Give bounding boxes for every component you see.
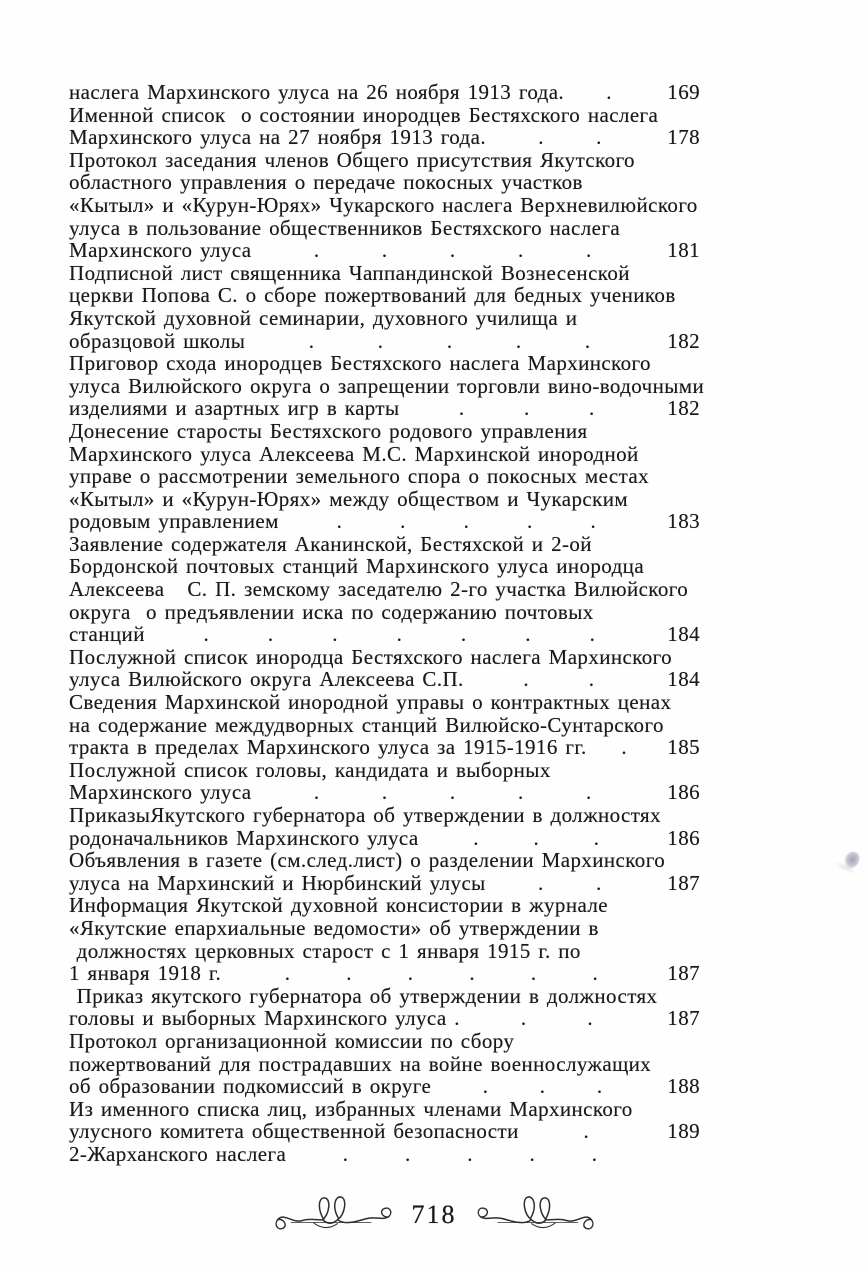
toc-entry-line (69, 352, 713, 375)
leader-dot: . (533, 826, 540, 850)
leader-dot: . (520, 1007, 527, 1030)
dot-leader (486, 126, 654, 149)
toc-entry-text: образцовой школы (69, 328, 246, 353)
toc-entry-text: на содержание междудворных станций Вилюйско-Сунтарского (69, 712, 664, 737)
dot-leader (594, 736, 654, 759)
dot-leader (400, 397, 654, 420)
toc-entry-line (69, 533, 713, 556)
toc-entry-line (69, 623, 713, 646)
toc-entry-text: Донесение старосты Бестяхского родового управления (69, 418, 588, 443)
toc-entry-line (69, 1120, 713, 1143)
toc-entry-line (69, 443, 713, 466)
toc-entry-text: Сведения Мархинской инородной управы о контрактных ценах (69, 690, 672, 715)
toc-entry-line (69, 397, 713, 420)
leader-dot: . (583, 1120, 590, 1143)
toc-entry-text: Информация Якутской духовной консистории в журнале (69, 893, 608, 918)
toc-page-number: 183 (667, 509, 700, 534)
toc-entry-text: Заявление содержателя Аканинской, Бестяхской и 2-ой (69, 531, 592, 556)
toc-entry-line (69, 985, 713, 1008)
toc-entry-line (69, 149, 713, 172)
toc-entry-text: областного управления о передаче покосных участков (69, 170, 583, 195)
leader-dot: . (606, 81, 612, 104)
leader-dot: . (460, 623, 467, 646)
toc-entry-text: Подписной лист священника Чаппандинской Вознесенской (69, 260, 630, 285)
toc-entry-line (69, 759, 713, 782)
dot-leader (279, 510, 654, 533)
ink-smudge (841, 849, 862, 872)
toc-entry-line (69, 940, 713, 963)
leader-dot: . (458, 397, 465, 420)
toc-entry-line (69, 849, 713, 872)
toc-entry-line (69, 962, 713, 985)
leader-dot: . (313, 781, 320, 804)
toc-entry-text: Объявления в газете (см.след.лист) о разделении Мархинского (69, 848, 666, 873)
toc-entry-line (69, 668, 713, 691)
toc-entry-line (69, 420, 713, 443)
leader-dot: . (400, 510, 406, 533)
toc-page-number: 189 (667, 1119, 700, 1144)
leader-dot: . (589, 623, 596, 646)
toc-entry-line (69, 1143, 713, 1166)
dot-leader (464, 668, 654, 691)
leader-dot: . (523, 668, 530, 692)
toc-entry-line (69, 555, 713, 578)
toc-page-number: 187 (667, 961, 700, 986)
leader-dot: . (527, 510, 533, 533)
leader-dot: . (588, 668, 595, 692)
leader-dot: . (538, 871, 544, 895)
toc-entry-line (69, 601, 713, 624)
leader-dot: . (596, 1075, 603, 1098)
leader-dot: . (267, 623, 274, 646)
toc-page-number: 169 (667, 80, 700, 104)
toc-page-number: 184 (667, 622, 700, 647)
toc-entry-text: Приказ якутского губернатора об утверждении в должностях (69, 983, 658, 1008)
footer-page-number: 718 (411, 1200, 457, 1229)
toc-entry-line (69, 1053, 713, 1076)
dot-leader (519, 1120, 654, 1143)
toc-entry-text: улуса Вилюйского округа Алексеева С.П. (69, 667, 464, 692)
toc-entry-text: Именной список о состоянии инородцев Бестяхского наслега (69, 102, 659, 127)
dot-leader (245, 330, 654, 353)
leader-dot: . (342, 1142, 349, 1166)
toc-entry-line (69, 510, 713, 533)
leader-dot: . (621, 736, 627, 759)
leader-dot: . (591, 1142, 598, 1166)
leader-dot: . (446, 329, 453, 353)
toc-entry-text: Мархинского улуса на 27 ноября 1913 года. (69, 125, 487, 150)
toc-entry-text: изделиями и азартных игр в карты (69, 396, 400, 421)
toc-entry-text: Якутской духовной семинарии, духовного училища и (69, 305, 578, 330)
toc-entry-text: Мархинского улуса (69, 780, 252, 805)
toc-entry-line (69, 284, 713, 307)
toc-entry-text: об образовании подкомиссий в округе (69, 1074, 432, 1099)
leader-dot: . (346, 962, 352, 985)
toc-entry-line (69, 714, 713, 737)
dot-leader (229, 962, 654, 985)
toc-entry-text: Приговор схода инородцев Бестяхского наслега Мархинского (69, 351, 651, 376)
toc-entry-line (69, 691, 713, 714)
table-of-contents (69, 81, 713, 1166)
leader-dot: . (588, 397, 595, 420)
leader-dot: . (381, 781, 388, 804)
leader-dot: . (585, 781, 592, 804)
toc-entry-text: 1 января 1918 г. (69, 961, 229, 986)
dot-leader (252, 781, 654, 804)
toc-page-number: 184 (667, 667, 700, 692)
leader-dot: . (515, 329, 522, 353)
toc-entry-text: «Кытыл» и «Курун-Юрях» между обществом и Чукарским (69, 486, 629, 511)
toc-page-number: 178 (667, 125, 700, 150)
leader-dot: . (525, 623, 531, 646)
toc-entry-line (69, 1030, 713, 1053)
toc-entry-line (69, 1098, 713, 1121)
toc-page-number: 185 (667, 735, 700, 760)
toc-entry-text: Послужной список инородца Бестяхского наслега Мархинского (69, 644, 673, 669)
leader-dot: . (523, 397, 530, 420)
toc-entry-text: Бордонской почтовых станций Мархинского улуса инородца (69, 554, 645, 579)
toc-entry-line (69, 465, 713, 488)
toc-entry-text: наслега Мархинского улуса на 26 ноября 1913 года. (69, 80, 565, 104)
toc-entry-text: Послужной список головы, кандидата и выборных (69, 757, 551, 782)
leader-dot: . (592, 962, 599, 985)
leader-dot: . (308, 329, 315, 353)
leader-dot: . (381, 239, 388, 262)
toc-entry-text: улуса в пользование общественников Бестяхского наслега (69, 215, 621, 240)
leader-dot: . (284, 962, 291, 985)
toc-entry-line (69, 827, 713, 850)
dot-leader (486, 872, 654, 895)
leader-dot: . (313, 239, 320, 262)
leader-dot: . (396, 623, 403, 646)
leader-dot: . (473, 826, 479, 850)
leader-dot: . (538, 126, 544, 149)
toc-entry-line (69, 917, 713, 940)
leader-dot: . (449, 239, 456, 262)
leader-dot: . (587, 1007, 594, 1030)
toc-page-number: 182 (667, 328, 700, 353)
toc-entry-line (69, 81, 713, 104)
toc-entry-text: улусного комитета общественной безопасности (69, 1119, 519, 1144)
toc-entry-line (69, 239, 713, 262)
leader-dot: . (469, 962, 475, 985)
leader-dot: . (377, 329, 384, 353)
toc-entry-line (69, 307, 713, 330)
toc-entry-line (69, 736, 713, 759)
toc-entry-line (69, 262, 713, 285)
toc-page-number: 187 (667, 1006, 700, 1031)
leader-dot: . (530, 962, 537, 985)
calligraphic-flourish-right-icon (475, 1190, 597, 1240)
leader-dot: . (463, 510, 470, 533)
toc-page-number: 181 (667, 238, 700, 263)
leader-dot: . (529, 1142, 536, 1166)
toc-entry-text: ПриказыЯкутского губернатора об утверждении в должностях (69, 803, 662, 827)
toc-entry-text: улуса Вилюйского округа о запрещении торговли вино-водочными (69, 373, 705, 398)
leader-dot: . (482, 1075, 489, 1098)
toc-entry-text: «Кытыл» и «Курун-Юрях» Чукарского наслега Верхневилюйского (69, 192, 698, 217)
toc-page-number: 186 (667, 825, 700, 850)
leader-dot: . (449, 781, 456, 804)
toc-entry-text: Мархинского улуса (69, 238, 252, 263)
toc-entry-line (69, 646, 713, 669)
dot-leader (252, 239, 654, 262)
dot-leader (286, 1143, 654, 1166)
leader-dot: . (517, 781, 524, 804)
leader-dot: . (332, 623, 338, 646)
toc-entry-text: станций (69, 622, 145, 647)
toc-entry-line (69, 578, 713, 601)
leader-dot: . (584, 329, 591, 353)
toc-entry-line (69, 375, 713, 398)
leader-dot: . (596, 871, 602, 895)
toc-entry-text: родоначальников Мархинского улуса (69, 825, 419, 850)
leader-dot: . (585, 239, 592, 262)
toc-entry-text: округа о предъявлении иска по содержанию почтовых (69, 599, 594, 624)
leader-dot: . (467, 1142, 473, 1166)
toc-entry-text: «Якутские епархиальные ведомости» об утверждении в (69, 915, 599, 940)
toc-entry-text: головы и выборных Мархинского улуса . (69, 1006, 460, 1031)
toc-entry-line (69, 330, 713, 353)
toc-entry-line (69, 1075, 713, 1098)
toc-entry-text: пожертвований для пострадавших на войне военнослужащих (69, 1051, 652, 1076)
toc-page-number: 187 (667, 870, 700, 895)
toc-entry-line (69, 781, 713, 804)
dot-leader (564, 81, 654, 104)
toc-entry-line (69, 1007, 713, 1030)
toc-entry-text: Протокол заседания членов Общего присутствия Якутского (69, 147, 635, 172)
toc-entry-text: должностях церковных старост с 1 января 1915 г. по (69, 938, 581, 963)
leader-dot: . (336, 510, 343, 533)
dot-leader (145, 623, 654, 646)
toc-page-number: 182 (667, 396, 700, 421)
toc-entry-text: Мархинского улуса Алексеева М.С. Мархинской инородной (69, 441, 639, 466)
leader-dot: . (593, 826, 600, 850)
toc-entry-line (69, 894, 713, 917)
leader-dot: . (517, 239, 524, 262)
toc-page-number: 188 (667, 1074, 700, 1099)
dot-leader (419, 827, 654, 850)
toc-entry-line (69, 126, 713, 149)
leader-dot: . (539, 1075, 546, 1098)
toc-entry-text: Протокол организационной комиссии по сбору (69, 1028, 515, 1053)
toc-entry-text: Алексеева С. П. земскому заседателю 2-го участка Вилюйского (69, 577, 689, 602)
toc-entry-line (69, 488, 713, 511)
toc-page-number: 186 (667, 780, 700, 805)
toc-entry-text: 2-Жарханского наслега (69, 1141, 287, 1166)
toc-entry-text: церкви Попова С. о сборе пожертвований для бедных учеников (69, 283, 676, 308)
leader-dot: . (407, 962, 414, 985)
calligraphic-flourish-left-icon (272, 1190, 394, 1240)
toc-entry-text: управе о рассмотрении земельного спора о покосных местах (69, 464, 650, 489)
toc-entry-line (69, 194, 713, 217)
dot-leader (431, 1075, 654, 1098)
toc-entry-line (69, 104, 713, 127)
toc-entry-line (69, 804, 713, 827)
toc-entry-line (69, 171, 713, 194)
leader-dot: . (203, 623, 210, 646)
leader-dot: . (590, 510, 597, 533)
toc-entry-text: улуса на Мархинский и Нюрбинский улусы (69, 870, 486, 895)
leader-dot: . (596, 126, 602, 149)
toc-entry-text: Из именного списка лиц, избранных членами Мархинского (69, 1096, 633, 1121)
toc-entry-text: родовым управлением (69, 509, 279, 534)
footer-ornament (0, 1190, 868, 1240)
leader-dot: . (405, 1142, 411, 1166)
toc-entry-line (69, 217, 713, 240)
dot-leader (460, 1007, 654, 1030)
toc-entry-line (69, 872, 713, 895)
toc-entry-text: тракта в пределах Мархинского улуса за 1915-1916 гг. (69, 735, 595, 760)
